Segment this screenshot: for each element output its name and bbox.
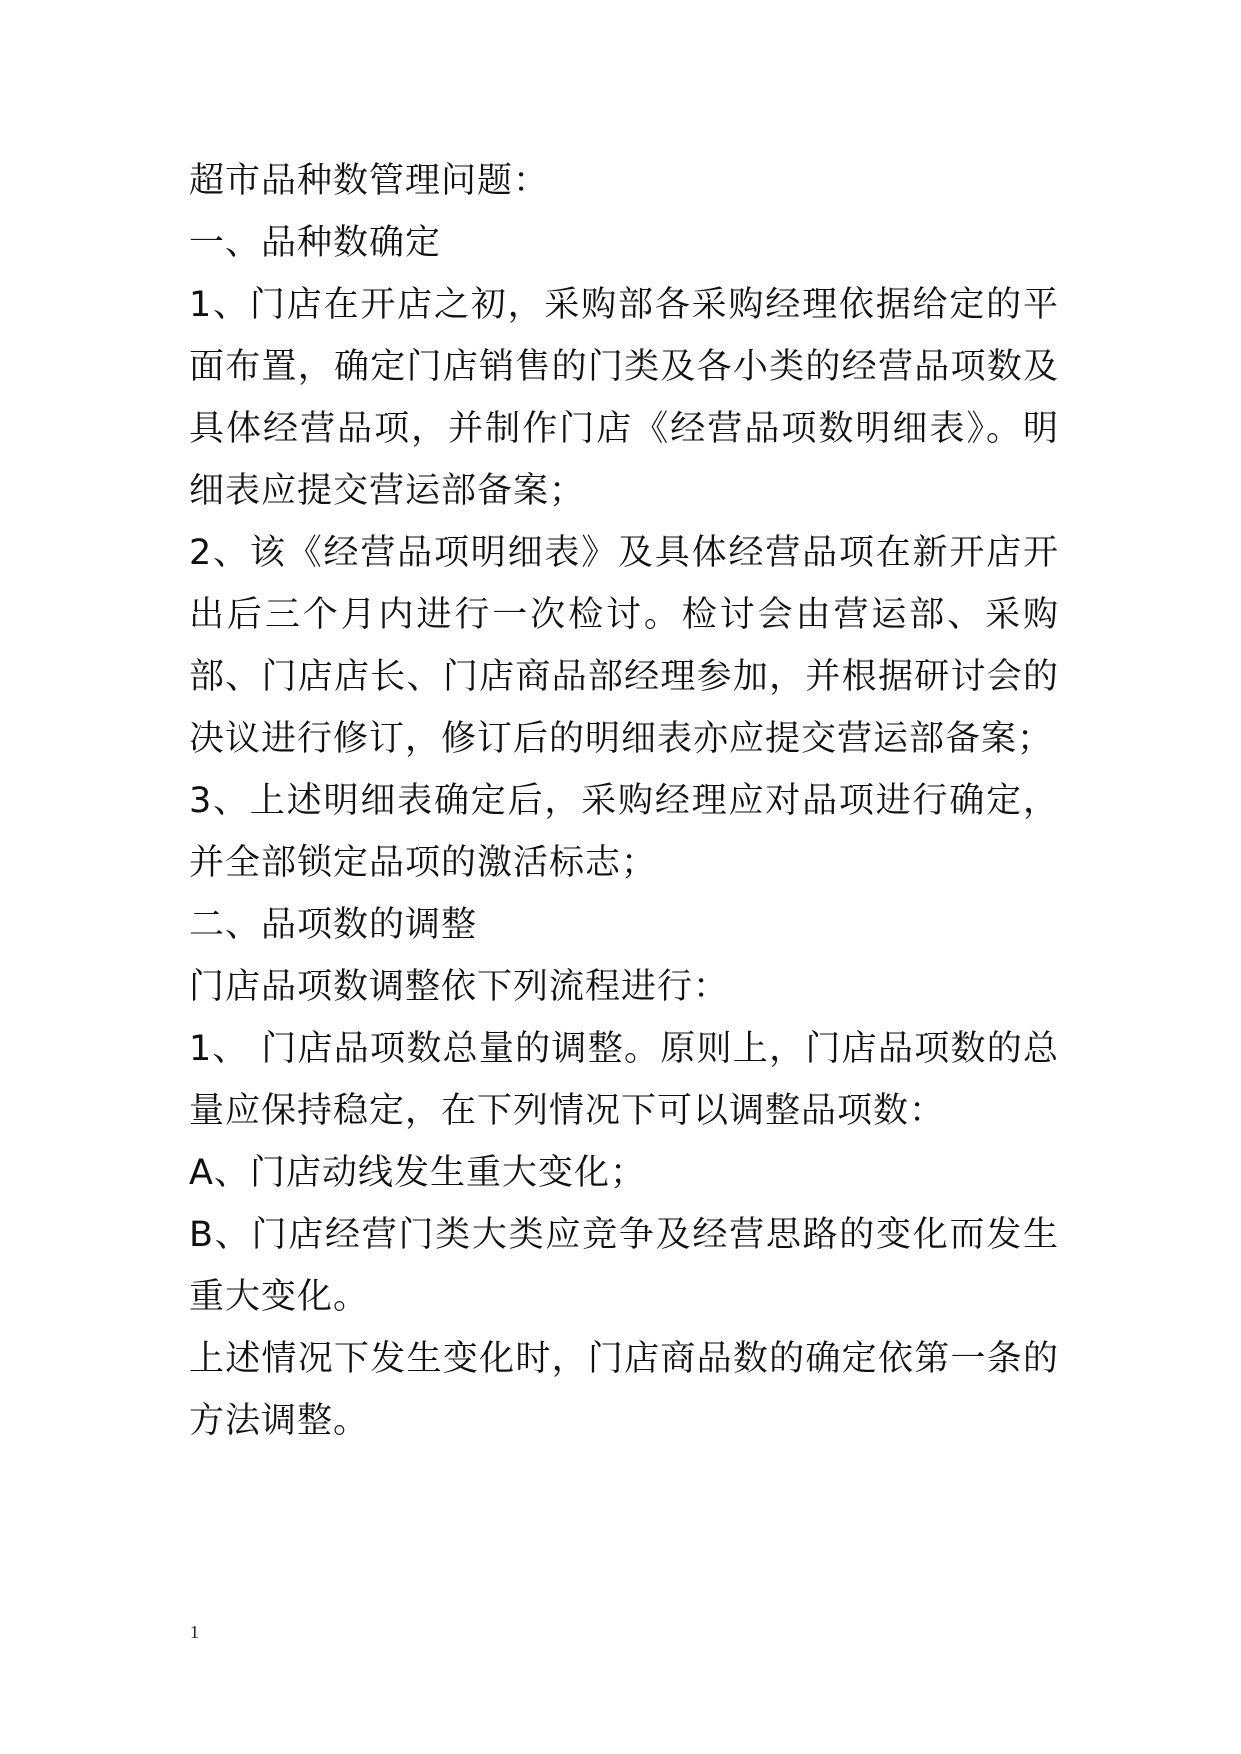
section-2-paragraph-1: 门店品项数调整依下列流程进行：: [189, 967, 730, 1007]
section-1-paragraph-1: 1、门店在开店之初，采购部各采购经理依据给定的平面布置，确定门店销售的门类及各小类的经营品项数及具体经营品项，并制作门店《经营品项数明细表》。明细表应提交营运部备案；: [189, 285, 1059, 511]
page-number: 1: [190, 1622, 199, 1642]
section-2-paragraph-5: 上述情况下发生变化时，门店商品数的确定依第一条的方法调整。: [189, 1339, 1059, 1441]
document-title: 超市品种数管理问题：: [189, 161, 550, 201]
section-2-paragraph-2: 1、 门店品项数总量的调整。原则上，门店品项数的总量应保持稳定，在下列情况下可以调整品项数：: [189, 1029, 1059, 1131]
section-2-paragraph-3: A、门店动线发生重大变化；: [189, 1153, 646, 1193]
section-2-paragraph-4: B、门店经营门类大类应竞争及经营思路的变化而发生重大变化。: [189, 1215, 1059, 1317]
section-heading-2: 二、品项数的调整: [189, 905, 478, 945]
section-1-paragraph-3: 3、上述明细表确定后，采购经理应对品项进行确定，并全部锁定品项的激活标志；: [189, 781, 1059, 883]
section-heading-1: 一、品种数确定: [189, 223, 442, 263]
section-1-paragraph-2: 2、该《经营品项明细表》及具体经营品项在新开店开出后三个月内进行一次检讨。检讨会由营运部、采购部、门店店长、门店商品部经理参加，并根据研讨会的决议进行修订，修订后的明细表亦应提交营运部备案；: [189, 533, 1059, 759]
document-body: [189, 150, 1059, 1452]
